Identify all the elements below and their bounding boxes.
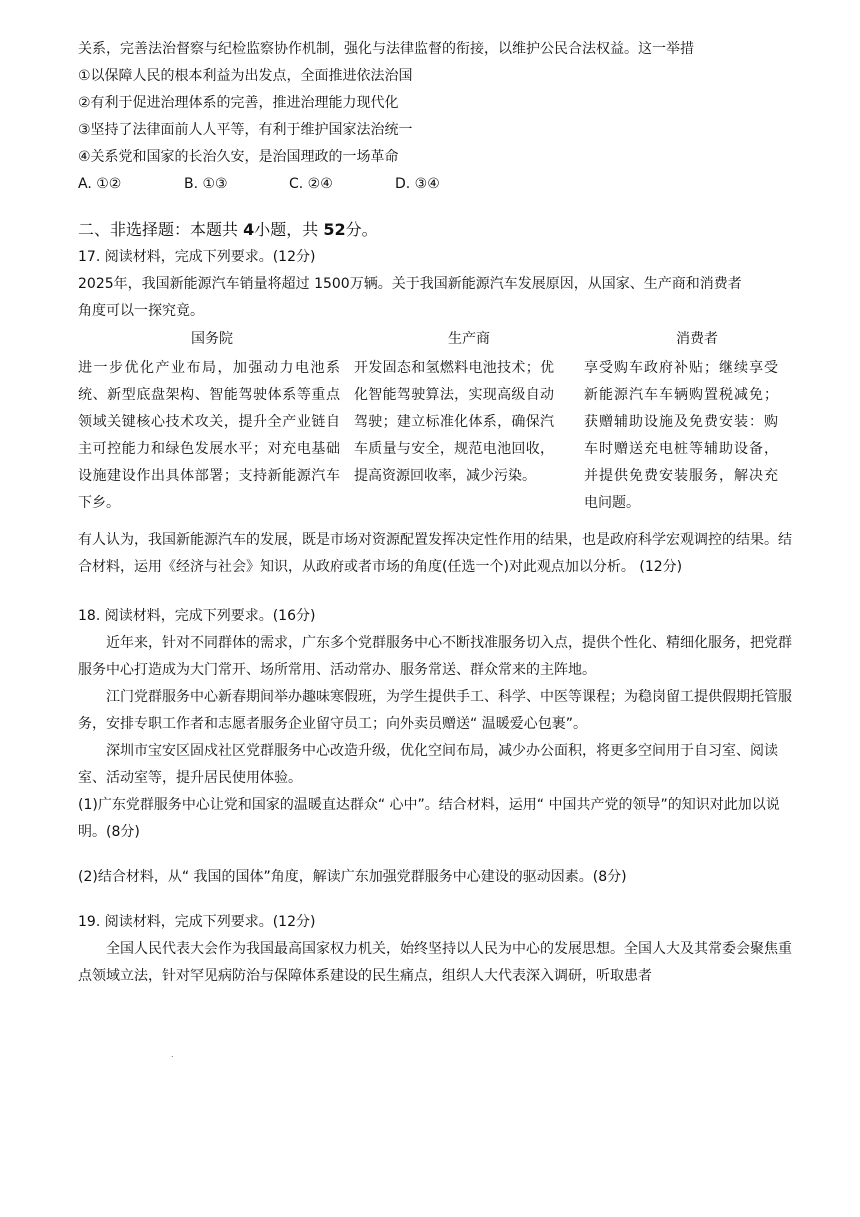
- section-2-score: 52: [323, 220, 346, 239]
- q17-intro-line-1: 2025年，我国新能源汽车销量将超过 1500万辆。关于我国新能源汽车发展原因，从国家、生产商和消费者: [78, 276, 742, 292]
- q16-stem-tail: 关系，完善法治督察与纪检监察协作机制，强化与法律监督的衔接，以维护公民合法权益。这一举措: [78, 41, 694, 57]
- q17-cell-state-council: 进一步优化产业布局，加强动力电池系统、新型底盘架构、智能驾驶体系等重点领域关键核心技术攻关，提升全产业链自主可控能力和绿色发展水平；对充电基础设施建设作出具体部署；支持新能源汽车下乡。: [78, 360, 340, 511]
- q16-option-b: B. ①③: [184, 176, 228, 192]
- q18-heading: 18. 阅读材料，完成下列要求。(16分): [78, 608, 316, 624]
- stray-dot: .: [171, 1050, 174, 1059]
- q18-paragraph-2: 江门党群服务中心新春期间举办趣味寒假班，为学生提供手工、科学、中医等课程；为稳岗留工提供假期托管服务，安排专职工作者和志愿者服务企业留守员工；向外卖员赠送“ 温暖爱心包裹”。: [78, 689, 792, 732]
- q17-header-producer: 生产商: [448, 331, 490, 347]
- exam-page: [78, 36, 798, 990]
- q17-header-state-council: 国务院: [191, 331, 233, 347]
- q17-table-header: [78, 325, 798, 353]
- q19-paragraph: 全国人民代表大会作为我国最高国家权力机关，始终坚持以人民为中心的发展思想。全国人大及其常委会聚焦重点领域立法，针对罕见病防治与保障体系建设的民生痛点，组织人大代表深入调研，听取患者: [78, 941, 792, 984]
- q16-option-d: D. ③④: [395, 176, 440, 192]
- q19-heading: 19. 阅读材料，完成下列要求。(12分): [78, 914, 316, 930]
- section-2-title-mid: 小题，共: [254, 220, 324, 239]
- q17-intro-line-2: 角度可以一探究竟。: [78, 303, 204, 319]
- q17-heading: 17. 阅读材料，完成下列要求。(12分): [78, 249, 316, 265]
- section-2-title-post: 分。: [345, 220, 378, 239]
- q17-cell-consumer: 享受购车政府补贴；继续享受新能源汽车车辆购置税减免；获赠辅助设施及免费安装：购车时赠送充电桩等辅助设备，并提供免费安装服务，解决充电问题。: [584, 360, 778, 511]
- q16-statement-1: ①以保障人民的根本利益为出发点，全面推进依法治国: [78, 68, 413, 84]
- q17-header-consumer: 消费者: [676, 331, 718, 347]
- section-2-title-pre: 二、非选择题：本题共: [78, 220, 244, 239]
- q17-question: 有人认为，我国新能源汽车的发展，既是市场对资源配置发挥决定性作用的结果，也是政府科学宏观调控的结果。结合材料，运用《经济与社会》知识，从政府或者市场的角度(任选一个)对此观点加以分析。 (12分): [78, 532, 792, 575]
- q16-options: [78, 171, 798, 198]
- q18-paragraph-1: 近年来，针对不同群体的需求，广东多个党群服务中心不断找准服务切入点，提供个性化、精细化服务，把党群服务中心打造成为大门常开、场所常用、活动常办、服务常送、群众常来的主阵地。: [78, 635, 792, 678]
- q16-statement-2: ②有利于促进治理体系的完善，推进治理能力现代化: [78, 95, 399, 111]
- q16-statement-3: ③坚持了法律面前人人平等，有利于维护国家法治统一: [78, 122, 413, 138]
- q16-option-c: C. ②④: [289, 176, 333, 192]
- section-2-count: 4: [243, 220, 255, 239]
- section-2-title: [78, 216, 798, 244]
- q18-subquestion-1: (1)广东党群服务中心让党和国家的温暖直达群众“ 心中”。结合材料，运用“ 中国共产党的领导”的知识对此加以说明。(8分): [78, 797, 780, 840]
- q17-table-body: [78, 355, 798, 517]
- q17-cell-producer: 开发固态和氢燃料电池技术；优化智能驾驶算法，实现高级自动驾驶；建立标准化体系，确保汽车质量与安全，规范电池回收，提高资源回收率，减少污染。: [354, 360, 554, 484]
- q16-statement-4: ④关系党和国家的长治久安，是治国理政的一场革命: [78, 149, 399, 165]
- q16-option-a: A. ①②: [78, 176, 122, 192]
- q18-paragraph-3: 深圳市宝安区固戍社区党群服务中心改造升级，优化空间布局，减少办公面积，将更多空间用于自习室、阅读室、活动室等，提升居民使用体验。: [78, 743, 778, 786]
- q18-subquestion-2: (2)结合材料，从“ 我国的国体”角度，解读广东加强党群服务中心建设的驱动因素。(8分): [78, 869, 627, 885]
